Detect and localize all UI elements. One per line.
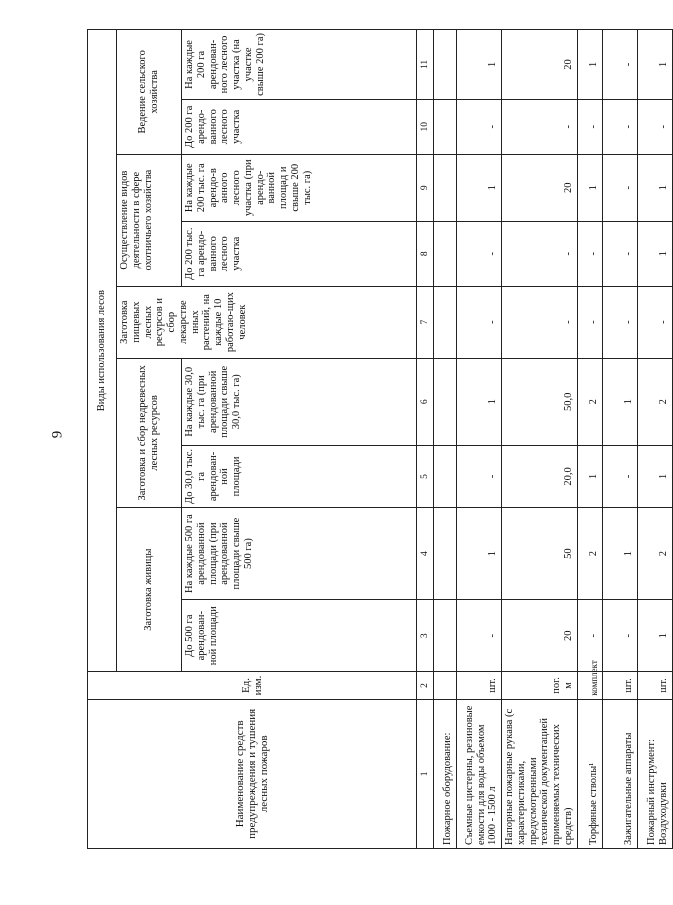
row-value: - (457, 445, 502, 507)
row-value: - (602, 286, 637, 358)
sub-header-3: До 500 га арендован-ной площади (182, 600, 417, 672)
row-unit: пог. м (502, 672, 578, 699)
column-numbers-row (417, 30, 434, 849)
row-value: - (457, 221, 502, 286)
row-value: 1 (637, 221, 672, 286)
row-value: 1 (457, 30, 502, 100)
sub-header-9: На каждые 200 тыс. га арендо-в анного лесного участка (при арендо-ванной площад и свыше 200 тыс. га) (182, 154, 417, 221)
row-value: 2 (577, 508, 602, 600)
column-number: 7 (417, 286, 434, 358)
column-number: 1 (417, 699, 434, 848)
column-number: 5 (417, 445, 434, 507)
column-number: 6 (417, 358, 434, 445)
row-value: - (457, 600, 502, 672)
row-value: 1 (577, 30, 602, 100)
row-value: 20 (502, 600, 578, 672)
row-value: - (502, 286, 578, 358)
row-unit: шт. (457, 672, 502, 699)
row-value: 1 (457, 358, 502, 445)
usage-header: Виды использования лесов (88, 30, 117, 672)
table-row (502, 30, 578, 849)
sub-header-11: На каждые 200 га арендован-ного лесного участка (на участке свыше 200 га) (182, 30, 417, 100)
row-value: - (502, 221, 578, 286)
column-number: 10 (417, 99, 434, 154)
header-row-1 (88, 30, 117, 849)
row-value: - (637, 99, 672, 154)
row-name: Напорные пожарные рукава (с характеристиками, предусмотренными технической документацией применяемых технических средств) (502, 699, 578, 848)
unit-header: Ед. изм. (88, 672, 417, 699)
row-value: 1 (637, 154, 672, 221)
row-value: - (577, 99, 602, 154)
row-value: 20,0 (502, 445, 578, 507)
group-hunting-header: Осуществление видов деятельности в сфере охотничьего хозяйства (117, 154, 182, 286)
row-value: - (602, 445, 637, 507)
row-value: 1 (457, 154, 502, 221)
table-row (577, 30, 602, 849)
row-value: 2 (637, 508, 672, 600)
column-number: 4 (417, 508, 434, 600)
column-number: 8 (417, 221, 434, 286)
row-value: - (602, 99, 637, 154)
rotated-table-container (87, 29, 669, 849)
row-value: - (577, 600, 602, 672)
row-unit: шт. (602, 672, 637, 699)
row-value: - (602, 600, 637, 672)
row-value: - (577, 221, 602, 286)
column-number: 3 (417, 600, 434, 672)
row-value: 50,0 (502, 358, 578, 445)
name-header: Наименование средств предупреждения и тушения лесных пожаров (88, 699, 417, 848)
row-name: Съемные цистерны, резиновые емкости для воды объемом 1000 - 1500 л (457, 699, 502, 848)
sub-header-6: На каждые 30,0 тыс. га (при арендованной площади свыше 30,0 тыс. га) (182, 358, 417, 445)
row-value: 1 (577, 445, 602, 507)
table-row (637, 30, 672, 849)
sub-header-10: До 200 га арендо-ванного лесного участка (182, 99, 417, 154)
row-name: Торфяные стволы¹ (577, 699, 602, 848)
table-row (457, 30, 502, 849)
table-row (602, 30, 637, 849)
group-agriculture-header: Ведение сельского хозяйства (117, 30, 182, 155)
row-value: 2 (637, 358, 672, 445)
column-number: 2 (417, 672, 434, 699)
section-row (434, 30, 457, 849)
row-unit: комплект (577, 672, 602, 699)
row-name: Пожарный инструмент: Воздуходувки (637, 699, 672, 848)
row-value: 20 (502, 30, 578, 100)
row-value: - (457, 286, 502, 358)
row-value: 1 (457, 508, 502, 600)
row-value: 20 (502, 154, 578, 221)
row-value: - (502, 99, 578, 154)
row-value: - (602, 221, 637, 286)
row-unit: шт. (637, 672, 672, 699)
sub-header-8: До 200 тыс. га арендо-ванного лесного участка (182, 221, 417, 286)
row-value: - (602, 30, 637, 100)
row-value: 1 (637, 600, 672, 672)
row-value: 50 (502, 508, 578, 600)
group-nontimber-header: Заготовка и сбор недревесных лесных ресурсов (117, 358, 182, 507)
row-value: - (457, 99, 502, 154)
row-value: 1 (637, 30, 672, 100)
section-label: Пожарное оборудование: (434, 699, 457, 848)
column-number: 11 (417, 30, 434, 100)
row-value: 1 (577, 154, 602, 221)
page-number: 9 (49, 430, 66, 439)
row-value: 1 (602, 358, 637, 445)
sub-header-4: На каждые 500 га арендованной площади (при арендованной площади свыше 500 га) (182, 508, 417, 600)
sub-header-5: До 30,0 тыс. га арендован-ной площади (182, 445, 417, 507)
row-value: - (602, 154, 637, 221)
group-food-header: Заготовка пищевых лесных ресурсов и сбор лекарстве нных растений, на каждые 10 работаю-щих человек (117, 286, 417, 358)
row-name: Зажигательные аппараты (602, 699, 637, 848)
column-number: 9 (417, 154, 434, 221)
row-value: - (637, 286, 672, 358)
fire-equipment-table (87, 29, 673, 849)
row-value: 2 (577, 358, 602, 445)
group-resin-header: Заготовка живицы (117, 508, 182, 672)
row-value: 1 (637, 445, 672, 507)
row-value: 1 (602, 508, 637, 600)
row-value: - (577, 286, 602, 358)
